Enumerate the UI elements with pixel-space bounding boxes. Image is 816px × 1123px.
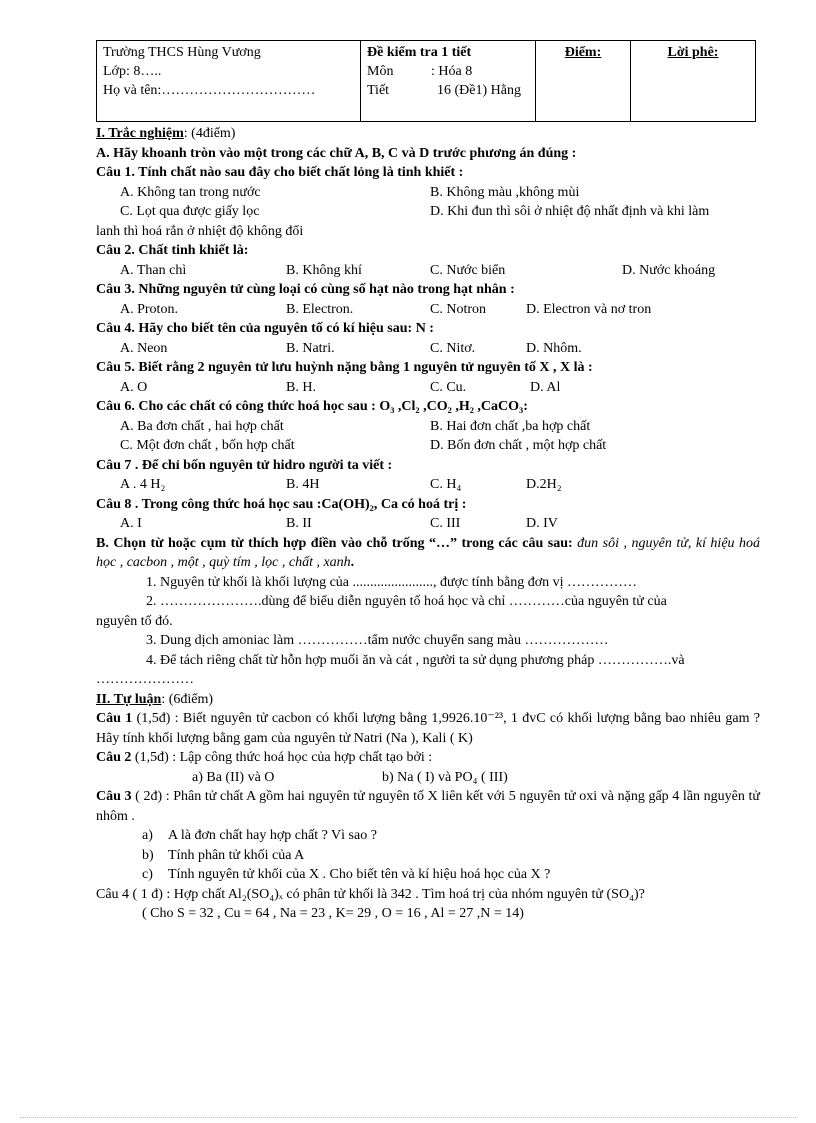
q7-option-d: D.2H₂ xyxy=(526,477,562,492)
partB-instruction-text: B. Chọn từ hoặc cụm từ thích hợp điền vào chỗ trống “…” trong các câu sau: xyxy=(96,535,573,551)
q3-option-b: B. Electron. xyxy=(286,301,354,317)
q8-option-c: C. III xyxy=(430,516,461,531)
c3-text: ( 2đ) : Phân tử chất A gồm hai nguyên tử nguyên tố X liên kết với 5 nguyên tử oxi và nặng gấp 4 lần nguyên tử nhôm . xyxy=(96,789,760,824)
c3-item-a xyxy=(96,826,760,846)
q8-option-b: B. II xyxy=(286,516,312,531)
q7-option-b: B. 4H xyxy=(286,477,320,492)
question-2-options xyxy=(96,261,760,281)
q7-option-a: A . 4 H₂ xyxy=(120,477,166,492)
c2-item-a: a) Ba (II) và O xyxy=(192,769,275,785)
q6-option-d: D. Bốn đơn chất , một hợp chất xyxy=(430,438,607,453)
q2-option-c: C. Nước biển xyxy=(430,262,506,278)
question-2: Câu 2. Chất tinh khiết là: xyxy=(96,243,249,258)
question-8: Câu 8 . Trong công thức hoá học sau :Ca(OH)₂, Ca có hoá trị : xyxy=(96,496,467,512)
question-5: Câu 5. Biết rằng 2 nguyên tử lưu huỳnh nặng bằng 1 nguyên tử nguyên tố X , X là : xyxy=(96,360,593,375)
q6-formula: O₃ ,Cl₂ ,CO₂ ,H₂ ,CaCO₃: xyxy=(379,399,528,414)
fill-sentence-2: 2. ………………….dùng để biểu diễn nguyên tố hoá học và chỉ …………của nguyên tử của xyxy=(146,594,667,609)
student-info-cell xyxy=(97,41,361,122)
part2-points: : (6điểm) xyxy=(161,691,214,707)
c2-items xyxy=(96,768,760,788)
question-4-options xyxy=(96,339,760,359)
comment-label: Lời phê: xyxy=(667,45,719,60)
q1-option-b: B. Không màu ,không mùi xyxy=(430,184,580,200)
q1-option-d-cont: lanh thì hoá rắn ở nhiệt độ không đổi xyxy=(96,223,304,239)
c3c-text: Tính nguyên tử khối của X . Cho biết tên và kí hiệu hoá học của X ? xyxy=(168,867,551,882)
fill-sentence-4: 4. Để tách riêng chất từ hỗn hợp muối ăn và cát , người ta sử dụng phương pháp …………….và xyxy=(146,652,685,668)
essay-question-3 xyxy=(96,787,760,826)
part2-heading xyxy=(96,690,760,710)
subject-value: : Hóa 8 xyxy=(431,64,473,79)
c3b-label: b) xyxy=(142,847,154,863)
score-cell xyxy=(536,41,631,122)
partB-word-bank: đun sôi , nguyên tử, kí hiệu hoá học , cacbon , một , quỳ tím , lọc , chất , xanh xyxy=(96,535,761,570)
part1-points: : (4điểm) xyxy=(183,126,236,141)
c3b-text: Tính phân tử khối của A xyxy=(168,847,305,863)
page-bottom-border xyxy=(20,1117,796,1118)
q3-option-c: C. Notron xyxy=(430,301,486,317)
q7-option-c: C. H₄ xyxy=(430,477,462,492)
c2-item-b: b) Na ( I) và PO₄ ( III) xyxy=(382,769,508,785)
question-1: Câu 1. Tính chất nào sau đây cho biết chất lỏng là tinh khiết : xyxy=(96,165,464,180)
question-7-options xyxy=(96,475,760,495)
c3c-label: c) xyxy=(142,867,153,882)
q4-option-c: C. Nitơ. xyxy=(430,340,476,356)
c3-label: Câu 3 xyxy=(96,789,132,804)
part1-title: I. Trắc nghiệm xyxy=(96,126,184,141)
q1-option-a: A. Không tan trong nước xyxy=(120,184,261,200)
part1-instruction: A. Hãy khoanh tròn vào một trong các chữ A, B, C và D trước phương án đúng : xyxy=(96,145,577,161)
q1-option-c: C. Lọt qua được giấy lọc xyxy=(120,204,260,219)
subject-label: Môn xyxy=(367,64,394,79)
question-6-options-row1 xyxy=(96,417,760,437)
period-value: 16 (Đề1) Hằng xyxy=(437,83,521,98)
q5-option-c: C. Cu. xyxy=(430,379,467,395)
c1-text: (1,5đ) : Biết nguyên tử cacbon có khối lượng bằng 1,9926.10⁻²³, 1 đvC có khối lượng bằng bao nhiêu gam ? Hãy tính khối lượng bằng gam của nguyên tử Natri (Na ), Kali ( K) xyxy=(96,711,760,746)
fill-sentence-3: 3. Dung dịch amoniac làm ……………tẩm nước chuyển sang màu ……………… xyxy=(146,633,609,648)
q4-option-d: D. Nhôm. xyxy=(526,340,582,356)
c3a-label: a) xyxy=(142,828,153,843)
q5-option-d: D. Al xyxy=(530,379,561,395)
comment-cell xyxy=(631,41,756,122)
exam-title: Đề kiểm tra 1 tiết xyxy=(367,45,472,60)
q2-option-d: D. Nước khoáng xyxy=(622,262,716,278)
q2-option-a: A. Than chì xyxy=(120,262,187,278)
exam-page xyxy=(96,40,760,924)
c2-label: Câu 2 xyxy=(96,750,132,765)
period-line xyxy=(367,81,529,100)
essay-question-1 xyxy=(96,709,760,748)
essay-question-2 xyxy=(96,748,760,768)
part2 xyxy=(96,690,760,924)
atomic-mass-note: ( Cho S = 32 , Cu = 64 , Na = 23 , K= 29 , O = 16 , Al = 27 ,N = 14) xyxy=(142,906,524,921)
q3-option-d: D. Electron và nơ tron xyxy=(526,301,652,317)
c3-item-c xyxy=(96,865,760,885)
period-label: Tiết xyxy=(367,83,390,98)
q8-option-a: A. I xyxy=(120,516,142,531)
q6-option-a: A. Ba đơn chất , hai hợp chất xyxy=(120,418,284,434)
q1-option-d: D. Khi đun thì sôi ở nhiệt độ nhất định và khi làm xyxy=(430,204,710,219)
q6-option-b: B. Hai đơn chất ,ba hợp chất xyxy=(430,418,591,434)
exam-info-cell xyxy=(361,41,536,122)
question-1-options-row2 xyxy=(96,202,760,222)
subject-line xyxy=(367,62,529,81)
question-3: Câu 3. Những nguyên tử cùng loại có cùng số hạt nào trong hạt nhân : xyxy=(96,282,515,297)
q3-option-a: A. Proton. xyxy=(120,301,178,317)
q5-option-b: B. H. xyxy=(286,379,316,395)
school-name: Trường THCS Hùng Vương xyxy=(103,45,261,60)
fill-sentence-1: 1. Nguyên tử khối là khối lượng của ......................., được tính bằng đơn vị …………… xyxy=(146,574,637,590)
part1 xyxy=(96,124,760,690)
header-table xyxy=(96,40,756,122)
question-3-options xyxy=(96,300,760,320)
q6-text: Câu 6. Cho các chất có công thức hoá học sau : xyxy=(96,399,376,414)
class-field: Lớp: 8….. xyxy=(103,64,162,79)
question-6 xyxy=(96,397,760,417)
part1-heading xyxy=(96,124,760,144)
q4-option-b: B. Natri. xyxy=(286,340,335,356)
q8-option-d: D. IV xyxy=(526,516,558,531)
c3-item-b xyxy=(96,846,760,866)
fill-sentence-2-cont: nguyên tố đó. xyxy=(96,613,173,629)
q2-option-b: B. Không khí xyxy=(286,262,362,278)
fill-sentence-4-cont: ………………… xyxy=(96,672,194,687)
question-6-options-row2 xyxy=(96,436,760,456)
c2-text: (1,5đ) : Lập công thức hoá học của hợp chất tạo bởi : xyxy=(131,750,433,765)
q4-option-a: A. Neon xyxy=(120,340,168,356)
question-1-options-row1 xyxy=(96,183,760,203)
essay-question-4: Câu 4 ( 1 đ) : Hợp chất Al₂(SO₄)ₓ có phân tử khối là 342 . Tìm hoá trị của nhóm nguyên tử (SO₄)? xyxy=(96,886,645,902)
q6-option-c: C. Một đơn chất , bốn hợp chất xyxy=(120,438,295,453)
q5-option-a: A. O xyxy=(120,379,148,395)
c1-label: Câu 1 xyxy=(96,711,133,726)
name-field: Họ và tên:…………………………… xyxy=(103,83,316,98)
partB-instruction: B. Chọn từ hoặc cụm từ thích hợp điền vào chỗ trống “…” trong các câu sau: đun sôi , nguyên tử, kí hiệu hoá học , cacbon , một , quỳ tím , lọc , chất , xanh. xyxy=(96,535,761,570)
score-label: Điểm: xyxy=(564,45,602,60)
question-7: Câu 7 . Để chỉ bốn nguyên tử hidro người ta viết : xyxy=(96,457,393,473)
question-4: Câu 4. Hãy cho biết tên của nguyên tố có kí hiệu sau: N : xyxy=(96,321,434,336)
question-8-options xyxy=(96,514,760,534)
c3a-text: A là đơn chất hay hợp chất ? Vì sao ? xyxy=(168,828,377,843)
question-5-options xyxy=(96,378,760,398)
part2-title: II. Tự luận xyxy=(96,691,162,707)
